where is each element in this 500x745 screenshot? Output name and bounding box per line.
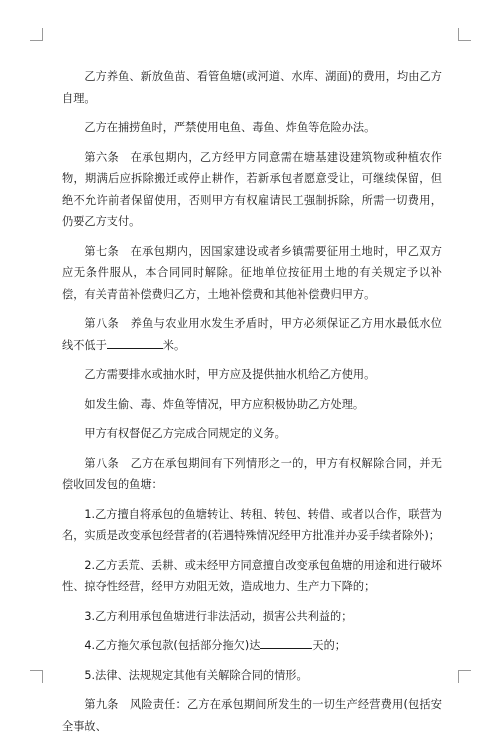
- crop-mark-bottom-left: [30, 670, 43, 683]
- crop-mark-bottom-right: [458, 670, 471, 683]
- paragraph-pumping: 乙方需要排水或抽水时，甲方应及提供抽水机给乙方使用。: [84, 368, 376, 381]
- arrears-text: 4.乙方拖欠承包款(包括部分拖欠)达: [84, 639, 261, 652]
- paragraph-clause-5: 5.法律、法规规定其他有关解除合同的情形。: [84, 668, 308, 682]
- document-body: [62, 66, 442, 745]
- crop-mark-top-right: [458, 28, 471, 41]
- paragraph-article-8-termination: 第八条 乙方在承包期间有下列情形之一的，甲方有权解除合同，并无偿收回发包的鱼塘：: [62, 456, 442, 491]
- arrears-days-blank[interactable]: [260, 636, 312, 649]
- paragraph-article-8-water: [62, 313, 442, 356]
- paragraph-article-9: 第九条 风险责任：乙方在承包期间所发生的一切生产经营费用(包括安全事故、: [62, 698, 442, 733]
- water-level-blank[interactable]: [107, 336, 163, 349]
- paragraph-article-6: 第六条 在承包期内，乙方经甲方同意需在塘基建设建筑物或种植农作物，期满后应拆除搬迁或停止耕作，若新承包者愿意受让，可继续保留，但绝不允许前者保留使用，否则甲方有权雇请民工强制拆除，所需一切费用，仍要乙方支付。: [62, 150, 442, 228]
- paragraph-clause-3: 3.乙方利用承包鱼塘进行非法活动，损害公共利益的；: [84, 609, 353, 623]
- water-level-text: 第八条 养鱼与农业用水发生矛盾时，甲方必须保证乙方用水最低水位线不低于: [62, 317, 442, 352]
- paragraph-supervision: 甲方有权督促乙方完成合同规定的义务。: [84, 427, 286, 440]
- paragraph-theft-handling: 如发生偷、毒、炸鱼等情况，甲方应积极协助乙方处理。: [84, 397, 365, 411]
- paragraph-fish-costs: 乙方养鱼、新放鱼苗、看管鱼塘(或河道、水库、湖面)的费用，均由乙方自理。: [62, 70, 442, 105]
- paragraph-fishing-methods: 乙方在捕捞鱼时，严禁使用电鱼、毒鱼、炸鱼等危险办法。: [84, 121, 376, 134]
- arrears-unit: 天的；: [312, 639, 346, 652]
- water-level-unit: 米。: [162, 338, 186, 352]
- paragraph-clause-2: 2.乙方丢荒、丢耕、或未经甲方同意擅自改变承包鱼塘的用途和进行破坏性、掠夺性经营，经甲方劝阻无效，造成地力、生产力下降的；: [62, 558, 442, 593]
- crop-mark-top-left: [30, 28, 43, 41]
- paragraph-clause-4: [62, 635, 442, 657]
- paragraph-clause-1: 1.乙方擅自将承包的鱼塘转让、转租、转包、转借、或者以合作，联营为名，实质是改变承包经营者的(若遇特殊情况经甲方批准并办妥手续者除外)；: [62, 507, 442, 542]
- paragraph-article-7: 第七条 在承包期内，因国家建设或者乡镇需要征用土地时，甲乙双方应无条件服从，本合同同时解除。征地单位按征用土地的有关规定予以补偿，有关青苗补偿费归乙方，土地补偿费和其他补偿费归甲方。: [62, 244, 442, 301]
